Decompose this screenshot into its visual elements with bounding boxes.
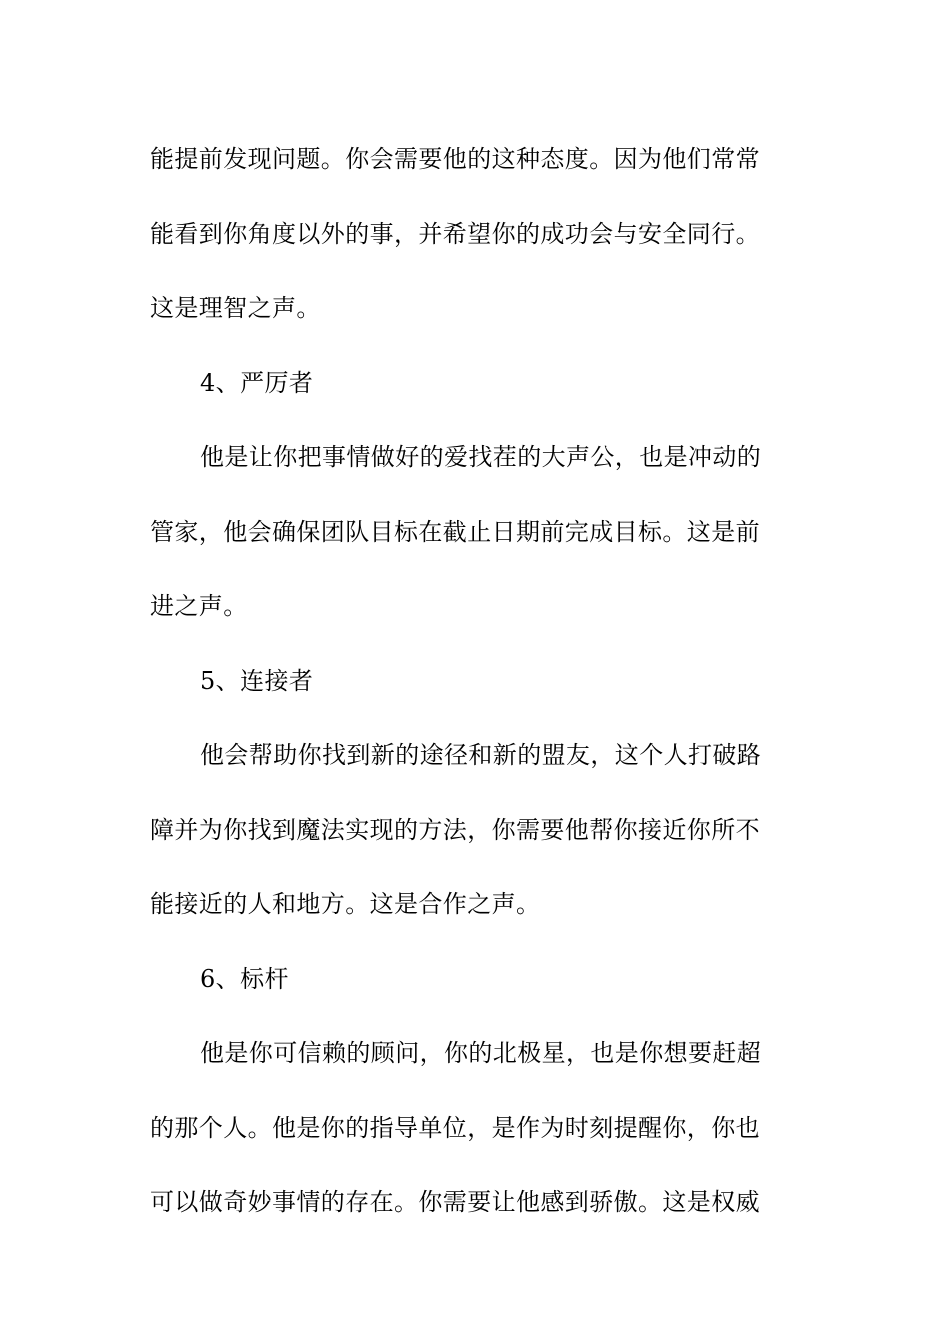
- paragraph-line: 可以做奇妙事情的存在。你需要让他感到骄傲。这是权威: [150, 1188, 760, 1216]
- paragraph-line: 的那个人。他是你的指导单位，是作为时刻提醒你，你也: [150, 1113, 760, 1142]
- paragraph-line: 能提前发现问题。你会需要他的这种态度。因为他们常常: [150, 145, 760, 173]
- paragraph-line: 他会帮助你找到新的途径和新的盟友，这个人打破路: [200, 741, 762, 769]
- section-heading-severe: 4、严厉者: [200, 368, 314, 397]
- paragraph-line: 这是理智之声。: [150, 294, 321, 322]
- paragraph-line: 障并为你找到魔法实现的方法，你需要他帮你接近你所不: [150, 815, 760, 844]
- section-heading-benchmark: 6、标杆: [200, 964, 289, 993]
- paragraph-line: 进之声。: [150, 592, 248, 620]
- paragraph-line: 能接近的人和地方。这是合作之声。: [150, 890, 541, 918]
- paragraph-line: 他是让你把事情做好的爱找茬的大声公，也是冲动的: [200, 443, 762, 471]
- section-heading-connector: 5、连接者: [200, 666, 314, 695]
- paragraph-line: 管家，他会确保团队目标在截止日期前完成目标。这是前: [150, 517, 760, 546]
- paragraph-line: 能看到你角度以外的事，并希望你的成功会与安全同行。: [150, 219, 760, 248]
- document-body: [150, 122, 796, 1240]
- paragraph-line: 他是你可信赖的顾问，你的北极星，也是你想要赶超: [200, 1039, 762, 1067]
